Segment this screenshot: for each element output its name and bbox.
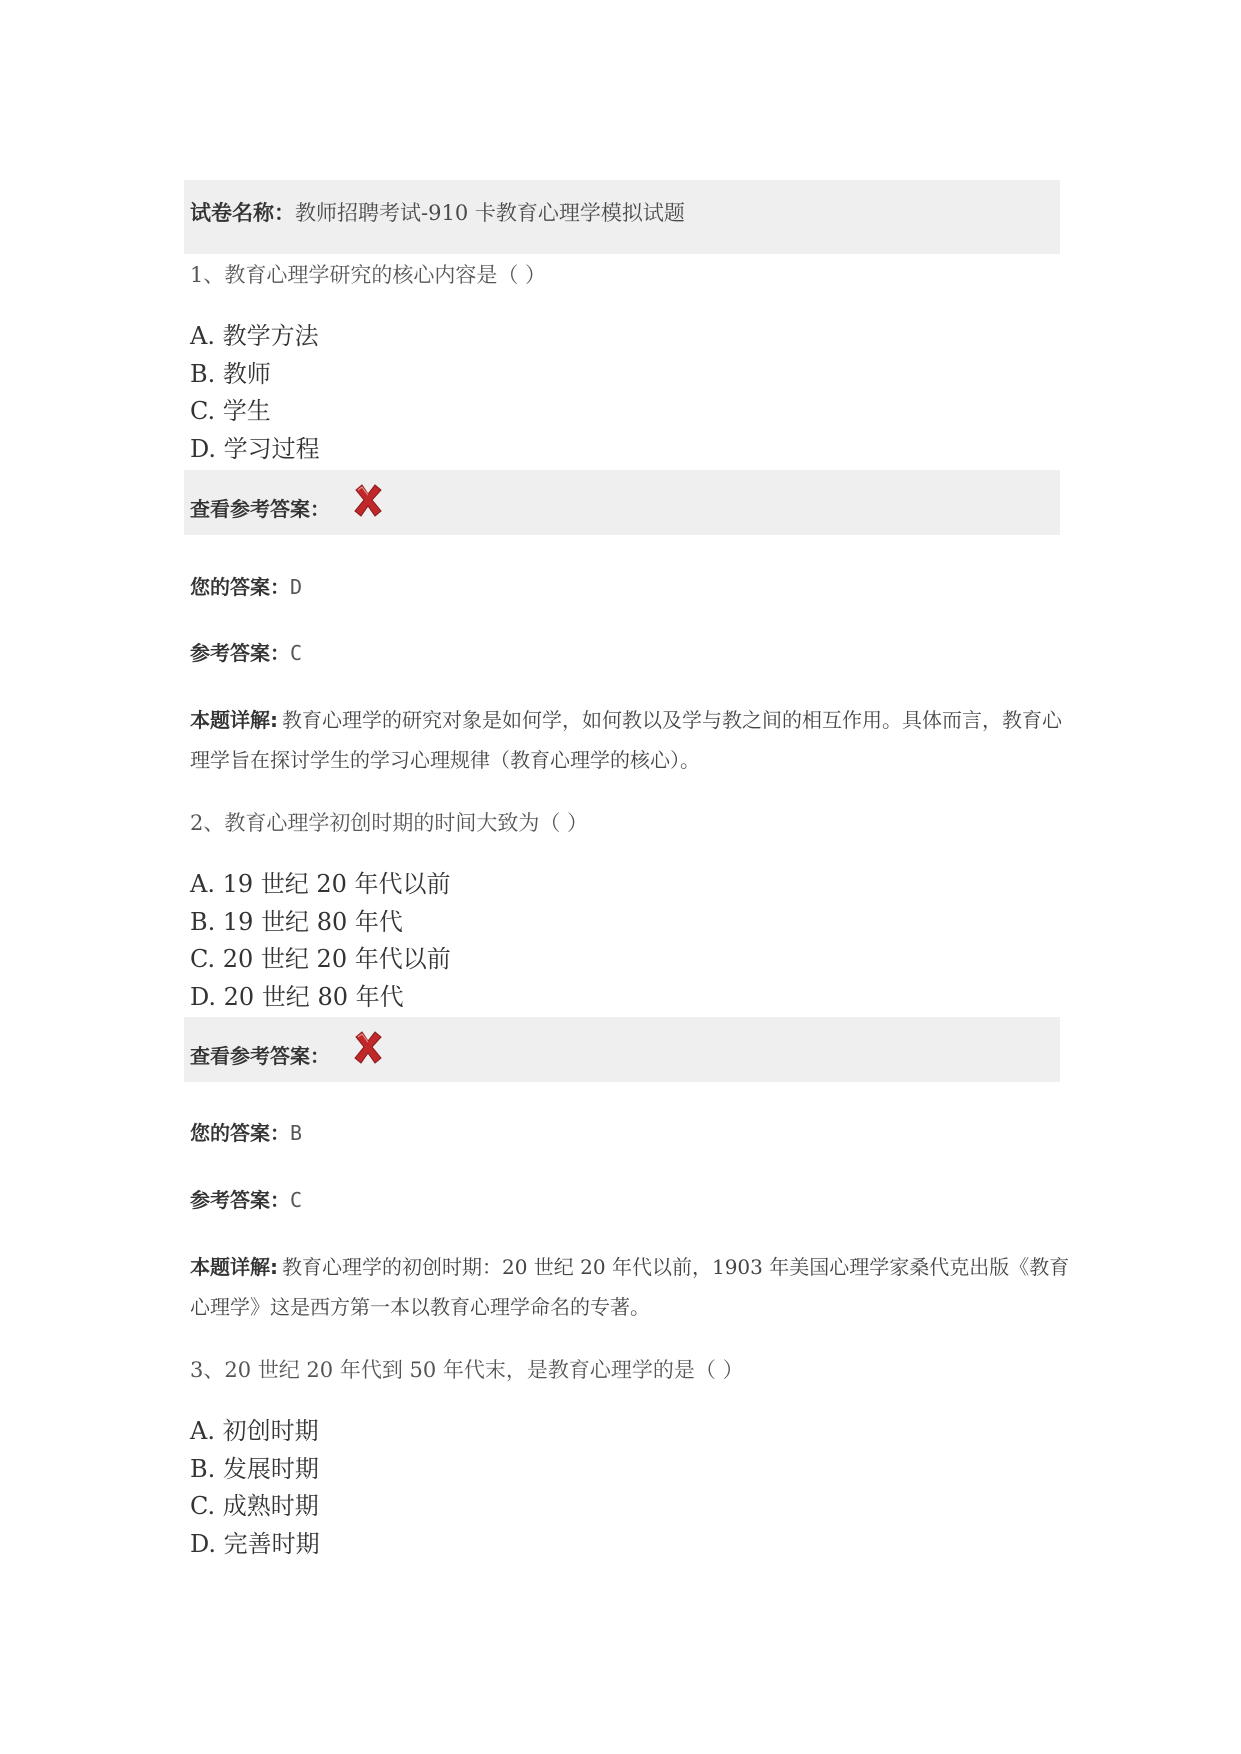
exam-title-label: 试卷名称：	[190, 201, 295, 225]
question-2-option-d[interactable]: D. 20 世纪 80 年代	[190, 982, 404, 1011]
question-1-detail-text: 教育心理学的研究对象是如何学，如何教以及学与教之间的相互作用。具体而言，教育心理学旨在探讨学生的学习心理规律（教育心理学的核心）。	[190, 708, 1062, 772]
question-2-view-answer-bar	[184, 1017, 1060, 1082]
question-1-ref-answer-label: 参考答案：	[190, 641, 290, 665]
question-1-your-answer	[190, 572, 302, 602]
question-1-option-b[interactable]: B. 教师	[190, 359, 271, 388]
question-2-detail-text: 教育心理学的初创时期：20 世纪 20 年代以前，1903 年美国心理学家桑代克出版《教育心理学》这是西方第一本以教育心理学命名的专著。	[190, 1255, 1070, 1319]
question-1-detail-label: 本题详解:	[190, 708, 278, 732]
question-2-detail-label: 本题详解:	[190, 1255, 278, 1279]
exam-title-bar	[184, 180, 1060, 254]
red-x-icon[interactable]	[350, 482, 386, 518]
question-1-view-answer-label: 查看参考答案：	[190, 497, 330, 521]
question-3-option-a[interactable]: A. 初创时期	[190, 1417, 319, 1445]
question-2-ref-answer-label: 参考答案：	[190, 1188, 290, 1212]
question-3-stem: 3、20 世纪 20 年代到 50 年代末，是教育心理学的是（ ）	[190, 1358, 744, 1382]
question-1-detail	[190, 700, 1070, 780]
question-1-option-d[interactable]: D. 学习过程	[190, 434, 320, 463]
question-1-view-answer-bar	[184, 470, 1060, 535]
question-2-ref-answer	[190, 1185, 302, 1215]
question-3-option-d[interactable]: D. 完善时期	[190, 1529, 320, 1558]
question-2-option-b[interactable]: B. 19 世纪 80 年代	[190, 907, 403, 936]
question-1-your-answer-value: D	[290, 575, 303, 599]
question-1-your-answer-label: 您的答案：	[190, 575, 290, 599]
question-2-ref-answer-value: C	[290, 1188, 303, 1212]
red-x-icon[interactable]	[350, 1029, 386, 1065]
question-1-option-a[interactable]: A. 教学方法	[190, 322, 319, 350]
question-2-option-a[interactable]: A. 19 世纪 20 年代以前	[190, 870, 451, 898]
question-2-detail	[190, 1247, 1070, 1327]
question-2-your-answer-label: 您的答案：	[190, 1121, 290, 1145]
question-1-stem: 1、教育心理学研究的核心内容是（ ）	[190, 263, 547, 287]
question-2-option-c[interactable]: C. 20 世纪 20 年代以前	[190, 945, 451, 973]
question-1-option-c[interactable]: C. 学生	[190, 397, 271, 425]
question-2-your-answer	[190, 1118, 302, 1148]
question-2-stem: 2、教育心理学初创时期的时间大致为（ ）	[190, 811, 589, 835]
exam-title-value: 教师招聘考试-910 卡教育心理学模拟试题	[295, 201, 685, 225]
question-2-view-answer-label: 查看参考答案：	[190, 1044, 330, 1068]
question-2-your-answer-value: B	[290, 1121, 303, 1145]
question-3-option-c[interactable]: C. 成熟时期	[190, 1492, 319, 1520]
question-3-options	[190, 1413, 320, 1563]
question-1-options	[190, 318, 320, 468]
question-3-option-b[interactable]: B. 发展时期	[190, 1454, 319, 1483]
question-1-ref-answer-value: C	[290, 641, 303, 665]
question-2-options	[190, 866, 451, 1016]
question-1-ref-answer	[190, 638, 302, 668]
exam-title	[190, 198, 685, 228]
